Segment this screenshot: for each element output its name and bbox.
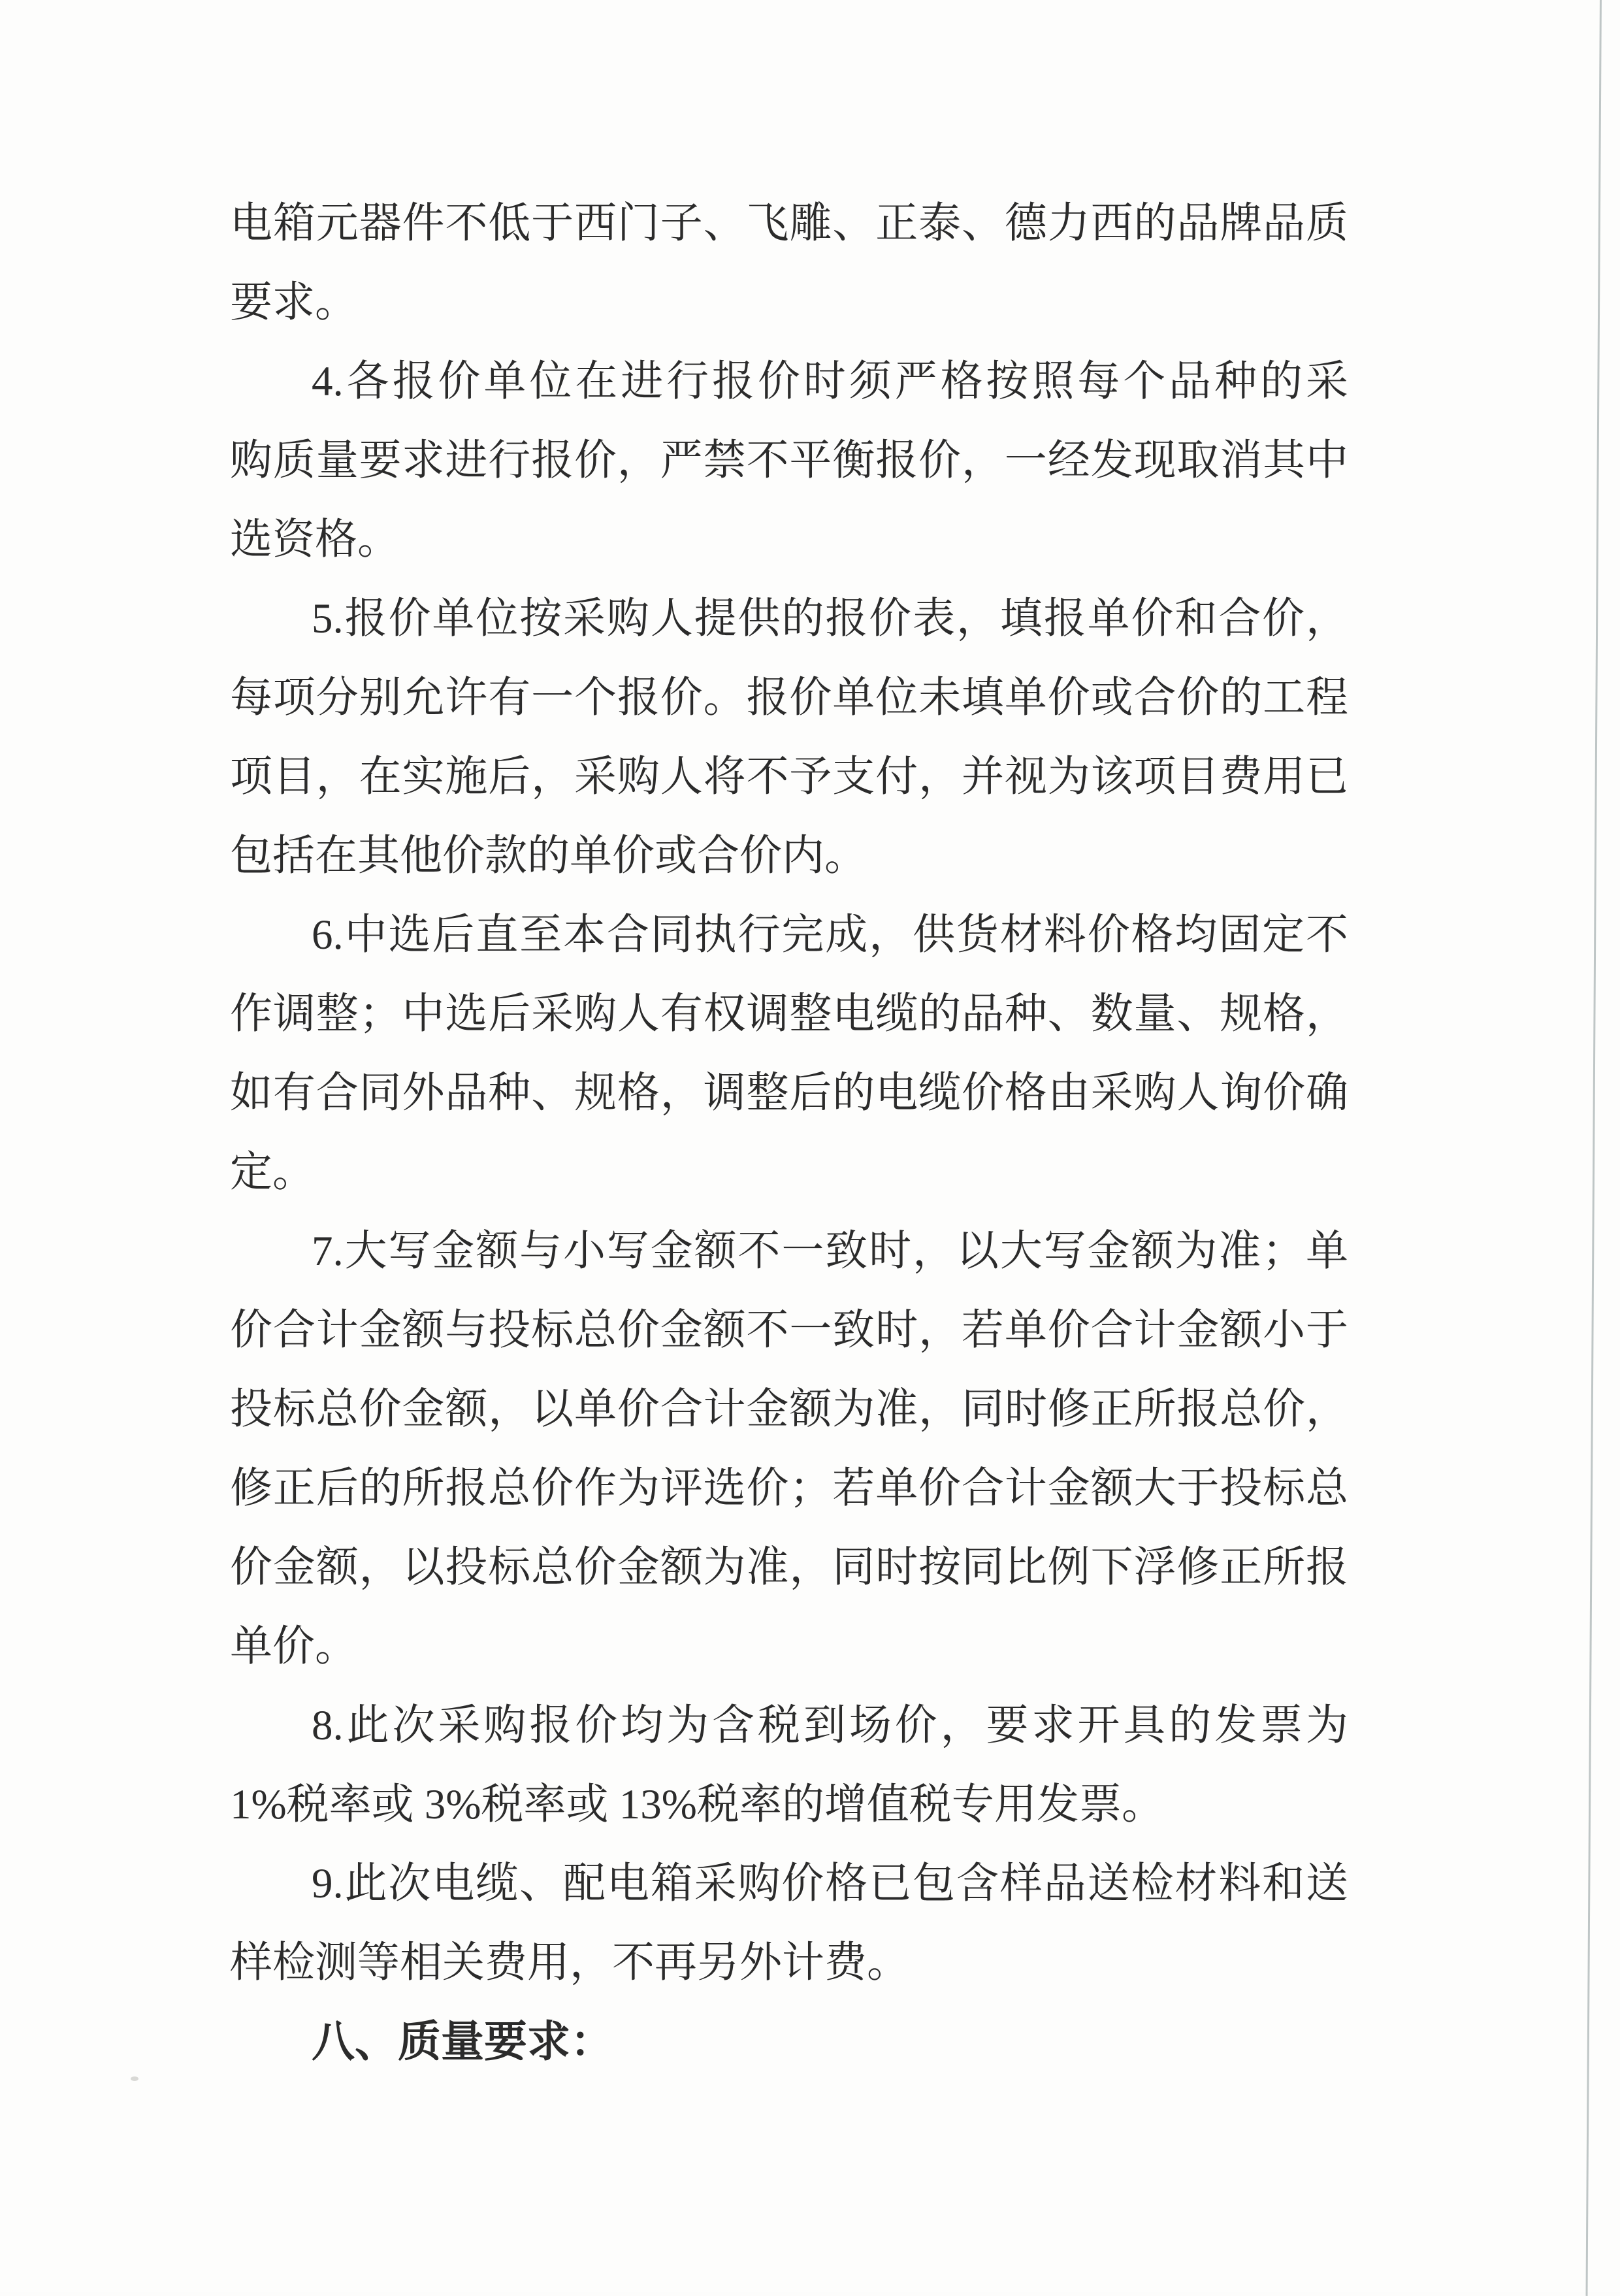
text-line: 如有合同外品种、规格，调整后的电缆价格由采购人询价确	[230, 1070, 1348, 1117]
text-line: 6.中选后直至本合同执行完成，供货材料价格均固定不	[312, 911, 1348, 959]
section-heading: 八、质量要求：	[312, 2018, 613, 2066]
text-line: 要求。	[230, 279, 358, 326]
text-line: 定。	[230, 1149, 316, 1196]
text-line: 8.此次采购报价均为含税到场价，要求开具的发票为	[312, 1702, 1348, 1749]
text-line: 4.各报价单位在进行报价时须严格按照每个品种的采	[312, 358, 1348, 405]
text-line: 电箱元器件不低于西门子、飞雕、正泰、德力西的品牌品质	[230, 200, 1348, 247]
text-line: 每项分别允许有一个报价。报价单位未填单价或合价的工程	[230, 674, 1348, 721]
text-line: 价金额，以投标总价金额为准，同时按同比例下浮修正所报	[230, 1544, 1348, 1591]
text-line: 7.大写金额与小写金额不一致时，以大写金额为准；单	[312, 1228, 1348, 1275]
document-body-text	[230, 184, 1348, 2082]
scan-artifact-line	[1585, 0, 1602, 2296]
text-line: 修正后的所报总价作为评选价；若单价合计金额大于投标总	[230, 1465, 1348, 1512]
text-line: 投标总价金额，以单价合计金额为准，同时修正所报总价，	[230, 1386, 1348, 1433]
scan-artifact-speck	[131, 2076, 138, 2081]
text-line: 包括在其他价款的单价或合价内。	[230, 832, 867, 879]
text-line: 单价。	[230, 1623, 358, 1670]
text-line: 选资格。	[230, 516, 400, 563]
text-line: 样检测等相关费用，不再另外计费。	[230, 1939, 910, 1986]
text-line: 价合计金额与投标总价金额不一致时，若单价合计金额小于	[230, 1307, 1348, 1354]
text-line: 9.此次电缆、配电箱采购价格已包含样品送检材料和送	[312, 1860, 1348, 1907]
text-line: 作调整；中选后采购人有权调整电缆的品种、数量、规格，	[230, 991, 1348, 1038]
text-line: 5.报价单位按采购人提供的报价表，填报单价和合价，	[312, 595, 1348, 642]
text-line: 1%税率或 3%税率或 13%税率的增值税专用发票。	[230, 1781, 1164, 1828]
text-line: 购质量要求进行报价，严禁不平衡报价，一经发现取消其中	[230, 437, 1348, 484]
text-line: 项目，在实施后，采购人将不予支付，并视为该项目费用已	[230, 753, 1348, 800]
